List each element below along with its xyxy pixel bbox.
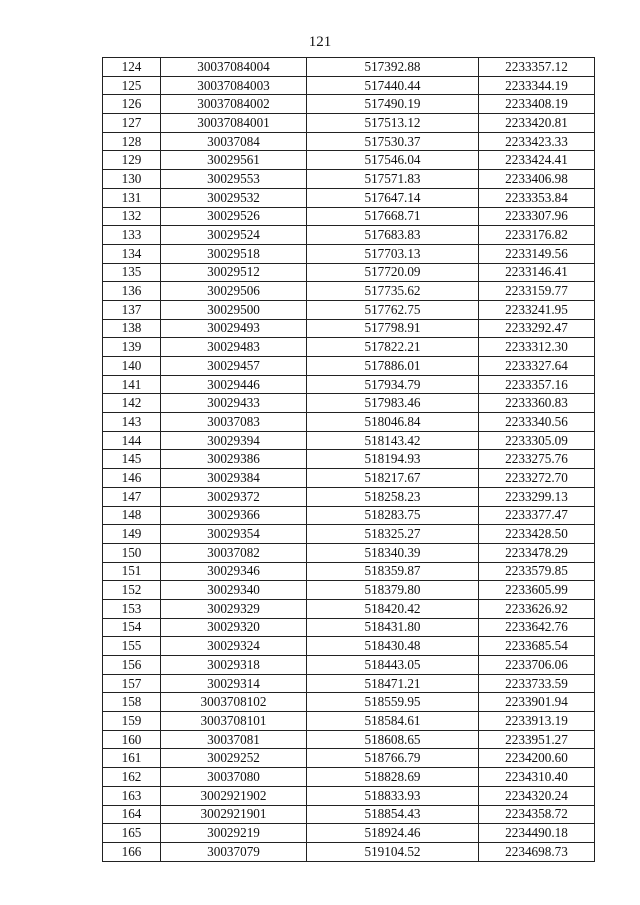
x-coordinate-cell: 518194.93 <box>307 450 479 469</box>
y-coordinate-cell: 2233241.95 <box>479 300 595 319</box>
table-row <box>103 450 595 469</box>
x-coordinate-cell: 518766.79 <box>307 749 479 768</box>
y-coordinate-cell: 2233377.47 <box>479 506 595 525</box>
table-row <box>103 300 595 319</box>
point-number-cell: 135 <box>103 263 161 282</box>
table-row <box>103 693 595 712</box>
point-id-cell: 30029526 <box>161 207 307 226</box>
point-number-cell: 131 <box>103 188 161 207</box>
point-number-cell: 160 <box>103 730 161 749</box>
y-coordinate-cell: 2233423.33 <box>479 132 595 151</box>
point-id-cell: 3002921902 <box>161 786 307 805</box>
y-coordinate-cell: 2233733.59 <box>479 674 595 693</box>
x-coordinate-cell: 518559.95 <box>307 693 479 712</box>
table-row <box>103 487 595 506</box>
table-row <box>103 730 595 749</box>
y-coordinate-cell: 2233272.70 <box>479 469 595 488</box>
point-number-cell: 144 <box>103 431 161 450</box>
table-row <box>103 805 595 824</box>
point-id-cell: 30037084001 <box>161 114 307 133</box>
point-id-cell: 30029386 <box>161 450 307 469</box>
y-coordinate-cell: 2233478.29 <box>479 543 595 562</box>
point-id-cell: 3003708102 <box>161 693 307 712</box>
point-number-cell: 166 <box>103 842 161 861</box>
point-number-cell: 141 <box>103 375 161 394</box>
x-coordinate-cell: 517571.83 <box>307 170 479 189</box>
y-coordinate-cell: 2234358.72 <box>479 805 595 824</box>
x-coordinate-cell: 518828.69 <box>307 768 479 787</box>
point-id-cell: 30029219 <box>161 824 307 843</box>
point-number-cell: 151 <box>103 562 161 581</box>
point-id-cell: 30029314 <box>161 674 307 693</box>
point-id-cell: 30029320 <box>161 618 307 637</box>
x-coordinate-cell: 517490.19 <box>307 95 479 114</box>
point-number-cell: 152 <box>103 581 161 600</box>
point-number-cell: 165 <box>103 824 161 843</box>
y-coordinate-cell: 2233312.30 <box>479 338 595 357</box>
table-row <box>103 226 595 245</box>
point-id-cell: 30037083 <box>161 413 307 432</box>
point-number-cell: 133 <box>103 226 161 245</box>
x-coordinate-cell: 517647.14 <box>307 188 479 207</box>
y-coordinate-cell: 2233901.94 <box>479 693 595 712</box>
x-coordinate-cell: 519104.52 <box>307 842 479 861</box>
y-coordinate-cell: 2233642.76 <box>479 618 595 637</box>
table-row <box>103 338 595 357</box>
point-number-cell: 154 <box>103 618 161 637</box>
point-number-cell: 139 <box>103 338 161 357</box>
y-coordinate-cell: 2234698.73 <box>479 842 595 861</box>
table-row <box>103 282 595 301</box>
y-coordinate-cell: 2233685.54 <box>479 637 595 656</box>
y-coordinate-cell: 2233420.81 <box>479 114 595 133</box>
point-number-cell: 161 <box>103 749 161 768</box>
y-coordinate-cell: 2233706.06 <box>479 656 595 675</box>
point-id-cell: 30037084003 <box>161 76 307 95</box>
point-id-cell: 30029512 <box>161 263 307 282</box>
point-id-cell: 30029506 <box>161 282 307 301</box>
x-coordinate-cell: 518833.93 <box>307 786 479 805</box>
y-coordinate-cell: 2233176.82 <box>479 226 595 245</box>
y-coordinate-cell: 2233913.19 <box>479 712 595 731</box>
point-number-cell: 140 <box>103 357 161 376</box>
point-number-cell: 138 <box>103 319 161 338</box>
point-id-cell: 30037079 <box>161 842 307 861</box>
table-row <box>103 637 595 656</box>
x-coordinate-cell: 518584.61 <box>307 712 479 731</box>
table-row <box>103 188 595 207</box>
x-coordinate-cell: 518217.67 <box>307 469 479 488</box>
point-number-cell: 147 <box>103 487 161 506</box>
y-coordinate-cell: 2233327.64 <box>479 357 595 376</box>
table-row <box>103 58 595 77</box>
y-coordinate-cell: 2234320.24 <box>479 786 595 805</box>
point-number-cell: 143 <box>103 413 161 432</box>
point-number-cell: 128 <box>103 132 161 151</box>
point-id-cell: 30029518 <box>161 244 307 263</box>
point-number-cell: 132 <box>103 207 161 226</box>
page-number: 121 <box>308 34 332 50</box>
table-row <box>103 543 595 562</box>
coordinates-table <box>102 57 595 862</box>
table-row <box>103 656 595 675</box>
point-id-cell: 30029252 <box>161 749 307 768</box>
x-coordinate-cell: 517513.12 <box>307 114 479 133</box>
point-id-cell: 30029318 <box>161 656 307 675</box>
y-coordinate-cell: 2233605.99 <box>479 581 595 600</box>
x-coordinate-cell: 518420.42 <box>307 599 479 618</box>
x-coordinate-cell: 518359.87 <box>307 562 479 581</box>
x-coordinate-cell: 518143.42 <box>307 431 479 450</box>
y-coordinate-cell: 2233626.92 <box>479 599 595 618</box>
y-coordinate-cell: 2233424.41 <box>479 151 595 170</box>
table-row <box>103 469 595 488</box>
table-row <box>103 394 595 413</box>
table-row <box>103 132 595 151</box>
table-row <box>103 562 595 581</box>
table-row <box>103 749 595 768</box>
point-id-cell: 30029553 <box>161 170 307 189</box>
y-coordinate-cell: 2233406.98 <box>479 170 595 189</box>
point-id-cell: 30029346 <box>161 562 307 581</box>
y-coordinate-cell: 2233353.84 <box>479 188 595 207</box>
point-id-cell: 30029354 <box>161 525 307 544</box>
point-id-cell: 30029329 <box>161 599 307 618</box>
x-coordinate-cell: 518854.43 <box>307 805 479 824</box>
x-coordinate-cell: 517703.13 <box>307 244 479 263</box>
y-coordinate-cell: 2233360.83 <box>479 394 595 413</box>
table-row <box>103 581 595 600</box>
point-id-cell: 30029366 <box>161 506 307 525</box>
point-number-cell: 130 <box>103 170 161 189</box>
point-number-cell: 134 <box>103 244 161 263</box>
point-number-cell: 137 <box>103 300 161 319</box>
table-row <box>103 244 595 263</box>
point-id-cell: 30037084002 <box>161 95 307 114</box>
x-coordinate-cell: 517392.88 <box>307 58 479 77</box>
x-coordinate-cell: 517983.46 <box>307 394 479 413</box>
point-id-cell: 30037084004 <box>161 58 307 77</box>
y-coordinate-cell: 2233408.19 <box>479 95 595 114</box>
y-coordinate-cell: 2233307.96 <box>479 207 595 226</box>
point-id-cell: 30029493 <box>161 319 307 338</box>
y-coordinate-cell: 2234310.40 <box>479 768 595 787</box>
table-row <box>103 413 595 432</box>
point-number-cell: 145 <box>103 450 161 469</box>
table-row <box>103 95 595 114</box>
table-row <box>103 599 595 618</box>
point-id-cell: 30029372 <box>161 487 307 506</box>
table-row <box>103 375 595 394</box>
x-coordinate-cell: 517886.01 <box>307 357 479 376</box>
table-row <box>103 674 595 693</box>
point-number-cell: 126 <box>103 95 161 114</box>
point-id-cell: 30029433 <box>161 394 307 413</box>
point-id-cell: 30037082 <box>161 543 307 562</box>
x-coordinate-cell: 517530.37 <box>307 132 479 151</box>
y-coordinate-cell: 2233146.41 <box>479 263 595 282</box>
point-id-cell: 30037084 <box>161 132 307 151</box>
point-number-cell: 163 <box>103 786 161 805</box>
point-number-cell: 153 <box>103 599 161 618</box>
table-row <box>103 768 595 787</box>
x-coordinate-cell: 518283.75 <box>307 506 479 525</box>
point-number-cell: 149 <box>103 525 161 544</box>
table-row <box>103 525 595 544</box>
x-coordinate-cell: 517735.62 <box>307 282 479 301</box>
table-row <box>103 506 595 525</box>
y-coordinate-cell: 2233159.77 <box>479 282 595 301</box>
x-coordinate-cell: 518046.84 <box>307 413 479 432</box>
x-coordinate-cell: 518379.80 <box>307 581 479 600</box>
point-id-cell: 30029394 <box>161 431 307 450</box>
point-id-cell: 30029324 <box>161 637 307 656</box>
point-number-cell: 164 <box>103 805 161 824</box>
point-number-cell: 162 <box>103 768 161 787</box>
y-coordinate-cell: 2233292.47 <box>479 319 595 338</box>
point-id-cell: 30029532 <box>161 188 307 207</box>
point-id-cell: 30029384 <box>161 469 307 488</box>
x-coordinate-cell: 517822.21 <box>307 338 479 357</box>
point-id-cell: 30029561 <box>161 151 307 170</box>
x-coordinate-cell: 518608.65 <box>307 730 479 749</box>
table-row <box>103 786 595 805</box>
point-number-cell: 136 <box>103 282 161 301</box>
x-coordinate-cell: 518924.46 <box>307 824 479 843</box>
table-row <box>103 170 595 189</box>
x-coordinate-cell: 518340.39 <box>307 543 479 562</box>
point-number-cell: 125 <box>103 76 161 95</box>
y-coordinate-cell: 2233428.50 <box>479 525 595 544</box>
point-number-cell: 146 <box>103 469 161 488</box>
x-coordinate-cell: 517668.71 <box>307 207 479 226</box>
point-id-cell: 3002921901 <box>161 805 307 824</box>
x-coordinate-cell: 518430.48 <box>307 637 479 656</box>
y-coordinate-cell: 2233275.76 <box>479 450 595 469</box>
x-coordinate-cell: 517440.44 <box>307 76 479 95</box>
table-row <box>103 207 595 226</box>
point-id-cell: 30029340 <box>161 581 307 600</box>
point-id-cell: 30029446 <box>161 375 307 394</box>
coordinates-table-body <box>103 58 595 862</box>
point-number-cell: 127 <box>103 114 161 133</box>
point-number-cell: 155 <box>103 637 161 656</box>
table-row <box>103 263 595 282</box>
table-row <box>103 618 595 637</box>
table-row <box>103 712 595 731</box>
point-number-cell: 148 <box>103 506 161 525</box>
x-coordinate-cell: 518431.80 <box>307 618 479 637</box>
x-coordinate-cell: 518258.23 <box>307 487 479 506</box>
y-coordinate-cell: 2233357.16 <box>479 375 595 394</box>
table-row <box>103 431 595 450</box>
point-number-cell: 157 <box>103 674 161 693</box>
point-number-cell: 158 <box>103 693 161 712</box>
y-coordinate-cell: 2233299.13 <box>479 487 595 506</box>
y-coordinate-cell: 2233357.12 <box>479 58 595 77</box>
x-coordinate-cell: 518443.05 <box>307 656 479 675</box>
x-coordinate-cell: 517798.91 <box>307 319 479 338</box>
x-coordinate-cell: 518471.21 <box>307 674 479 693</box>
point-number-cell: 129 <box>103 151 161 170</box>
table-row <box>103 319 595 338</box>
point-id-cell: 30029457 <box>161 357 307 376</box>
point-id-cell: 3003708101 <box>161 712 307 731</box>
table-row <box>103 357 595 376</box>
table-row <box>103 151 595 170</box>
y-coordinate-cell: 2233340.56 <box>479 413 595 432</box>
point-number-cell: 150 <box>103 543 161 562</box>
y-coordinate-cell: 2233149.56 <box>479 244 595 263</box>
point-id-cell: 30037080 <box>161 768 307 787</box>
point-id-cell: 30029524 <box>161 226 307 245</box>
y-coordinate-cell: 2233951.27 <box>479 730 595 749</box>
point-number-cell: 124 <box>103 58 161 77</box>
point-number-cell: 159 <box>103 712 161 731</box>
x-coordinate-cell: 517720.09 <box>307 263 479 282</box>
point-id-cell: 30037081 <box>161 730 307 749</box>
table-row <box>103 114 595 133</box>
y-coordinate-cell: 2234490.18 <box>479 824 595 843</box>
table-row <box>103 76 595 95</box>
x-coordinate-cell: 517546.04 <box>307 151 479 170</box>
x-coordinate-cell: 517934.79 <box>307 375 479 394</box>
x-coordinate-cell: 517683.83 <box>307 226 479 245</box>
point-id-cell: 30029483 <box>161 338 307 357</box>
point-id-cell: 30029500 <box>161 300 307 319</box>
y-coordinate-cell: 2233579.85 <box>479 562 595 581</box>
x-coordinate-cell: 517762.75 <box>307 300 479 319</box>
table-row <box>103 824 595 843</box>
point-number-cell: 156 <box>103 656 161 675</box>
table-row <box>103 842 595 861</box>
y-coordinate-cell: 2233305.09 <box>479 431 595 450</box>
x-coordinate-cell: 518325.27 <box>307 525 479 544</box>
y-coordinate-cell: 2233344.19 <box>479 76 595 95</box>
y-coordinate-cell: 2234200.60 <box>479 749 595 768</box>
point-number-cell: 142 <box>103 394 161 413</box>
